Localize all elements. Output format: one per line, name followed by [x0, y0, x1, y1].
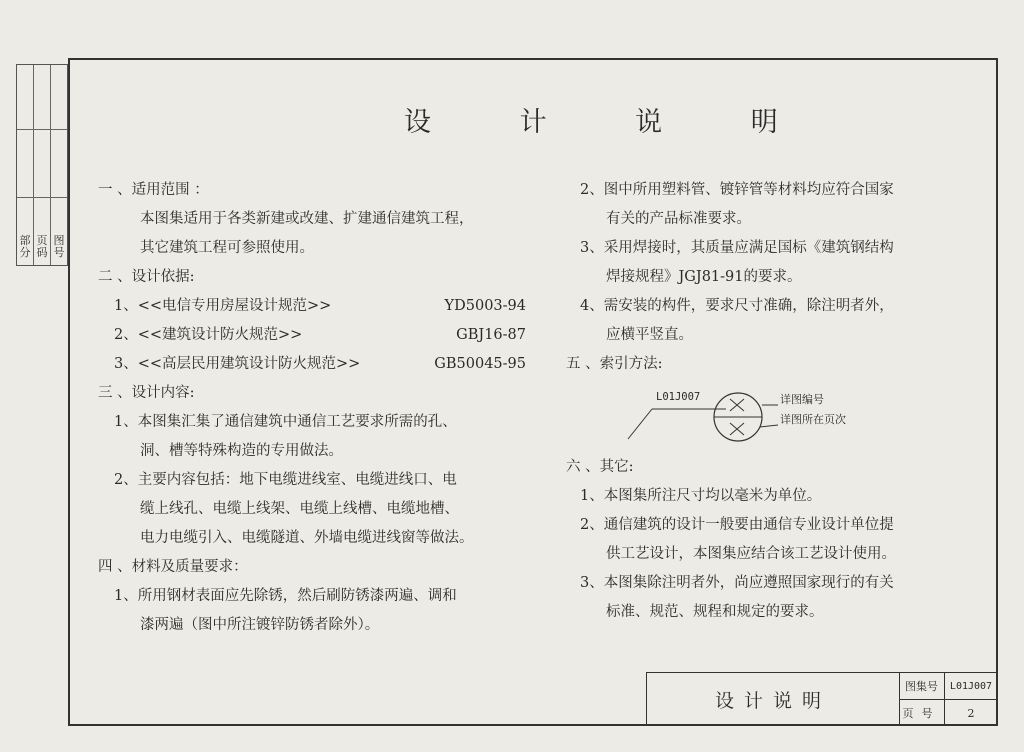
- text-line: [566, 205, 966, 234]
- text-line: [566, 540, 966, 569]
- side-col-3: [51, 65, 67, 265]
- right-bottom-section: [566, 453, 966, 627]
- line-text: 应横平竖直。: [606, 327, 693, 343]
- text-line: [98, 495, 538, 524]
- line-text: 一 、适用范围 ：: [98, 182, 209, 198]
- line-text: 2、主要内容包括：地下电缆进线室、电缆进线口、电: [114, 472, 457, 488]
- text-line: [98, 553, 538, 582]
- text-line: [98, 176, 538, 205]
- title-block: [646, 672, 998, 726]
- page-number-label: 页号: [899, 700, 945, 726]
- line-text: 三 、设计内容:: [98, 385, 195, 401]
- line-text: 1、本图集所注尺寸均以毫米为单位。: [580, 488, 822, 504]
- text-line: [566, 569, 966, 598]
- side-col-1: [17, 65, 34, 265]
- page-title: 设 计 说 明: [404, 107, 818, 138]
- line-text: 电力电缆引入、电缆隧道、外墙电缆进线窗等做法。: [140, 530, 474, 546]
- line-text: 六 、其它:: [566, 459, 634, 475]
- line-text: 四 、材料及质量要求：: [98, 559, 248, 575]
- text-line: [566, 453, 966, 482]
- text-line: [98, 292, 538, 321]
- label-detail-number: 详图编号: [780, 393, 824, 406]
- text-line: [566, 511, 966, 540]
- page-number-value: 2: [967, 706, 975, 720]
- side-label-2: 页码: [36, 234, 48, 259]
- text-line: [566, 263, 966, 292]
- text-line: [566, 350, 966, 379]
- line-text: 4、需安装的构件，要求尺寸准确，除注明者外，: [580, 298, 894, 314]
- text-line: [98, 263, 538, 292]
- text-line: [98, 379, 538, 408]
- line-text: 洞、槽等特殊构造的专用做法。: [140, 443, 343, 459]
- text-line: [98, 350, 538, 379]
- line-text: 2、通信建筑的设计一般要由通信专业设计单位提: [580, 517, 894, 533]
- text-line: [98, 582, 538, 611]
- line-text: 焊接规程》JGJ81-91的要求。: [606, 269, 802, 285]
- line-text: 有关的产品标准要求。: [606, 211, 751, 227]
- text-line: [98, 321, 538, 350]
- line-text: 二 、设计依据:: [98, 269, 195, 285]
- line-text: 五 、索引方法:: [566, 356, 663, 372]
- index-code: L01J007: [656, 391, 701, 403]
- standard-code: GBJ16-87: [456, 327, 526, 343]
- line-text: 3、<<高层民用建筑设计防火规范>>: [114, 356, 361, 372]
- text-line: [566, 234, 966, 263]
- text-line: [566, 321, 966, 350]
- text-line: [566, 292, 966, 321]
- side-stamp-table: [16, 64, 68, 266]
- line-text: 3、采用焊接时，其质量应满足国标《建筑钢结构: [580, 240, 894, 256]
- line-text: 漆两遍（图中所注镀锌防锈者除外）。: [140, 617, 380, 633]
- atlas-number-value: L01J007: [945, 673, 997, 700]
- title-block-name: 设计说明: [647, 673, 900, 725]
- line-text: 供工艺设计，本图集应结合该工艺设计使用。: [606, 546, 896, 562]
- text-line: [98, 205, 538, 234]
- line-text: 3、本图集除注明者外，尚应遵照国家现行的有关: [580, 575, 894, 591]
- right-column: [566, 176, 966, 627]
- text-line: [98, 611, 538, 640]
- right-top-section: [566, 176, 966, 379]
- standard-code: YD5003-94: [444, 298, 526, 314]
- atlas-number-label: 图集号: [899, 673, 945, 700]
- side-label-1: 部分: [19, 234, 31, 259]
- index-diagram: [566, 387, 966, 445]
- text-line: [566, 598, 966, 627]
- standard-code: GB50045-95: [434, 356, 526, 372]
- line-text: 2、<<建筑设计防火规范>>: [114, 327, 303, 343]
- text-line: [566, 176, 966, 205]
- line-text: 1、所用钢材表面应先除锈，然后刷防锈漆两遍、调和: [114, 588, 457, 604]
- text-line: [98, 466, 538, 495]
- text-line: [98, 524, 538, 553]
- text-line: [98, 408, 538, 437]
- line-text: 其它建筑工程可参照使用。: [140, 240, 314, 256]
- line-text: 1、本图集汇集了通信建筑中通信工艺要求所需的孔、: [114, 414, 457, 430]
- line-text: 1、<<电信专用房屋设计规范>>: [114, 298, 332, 314]
- side-label-3: 图号: [53, 234, 65, 259]
- side-col-2: [34, 65, 51, 265]
- text-line: [98, 234, 538, 263]
- label-detail-page: 详图所在页次: [780, 413, 846, 426]
- line-text: 2、图中所用塑料管、镀锌管等材料均应符合国家: [580, 182, 894, 198]
- left-column: [98, 176, 538, 640]
- line-text: 标准、规范、规程和规定的要求。: [606, 604, 824, 620]
- text-line: [566, 482, 966, 511]
- text-line: [98, 437, 538, 466]
- line-text: 缆上线孔、电缆上线架、电缆上线槽、电缆地槽、: [140, 501, 459, 517]
- line-text: 本图集适用于各类新建或改建、扩建通信建筑工程，: [140, 211, 474, 227]
